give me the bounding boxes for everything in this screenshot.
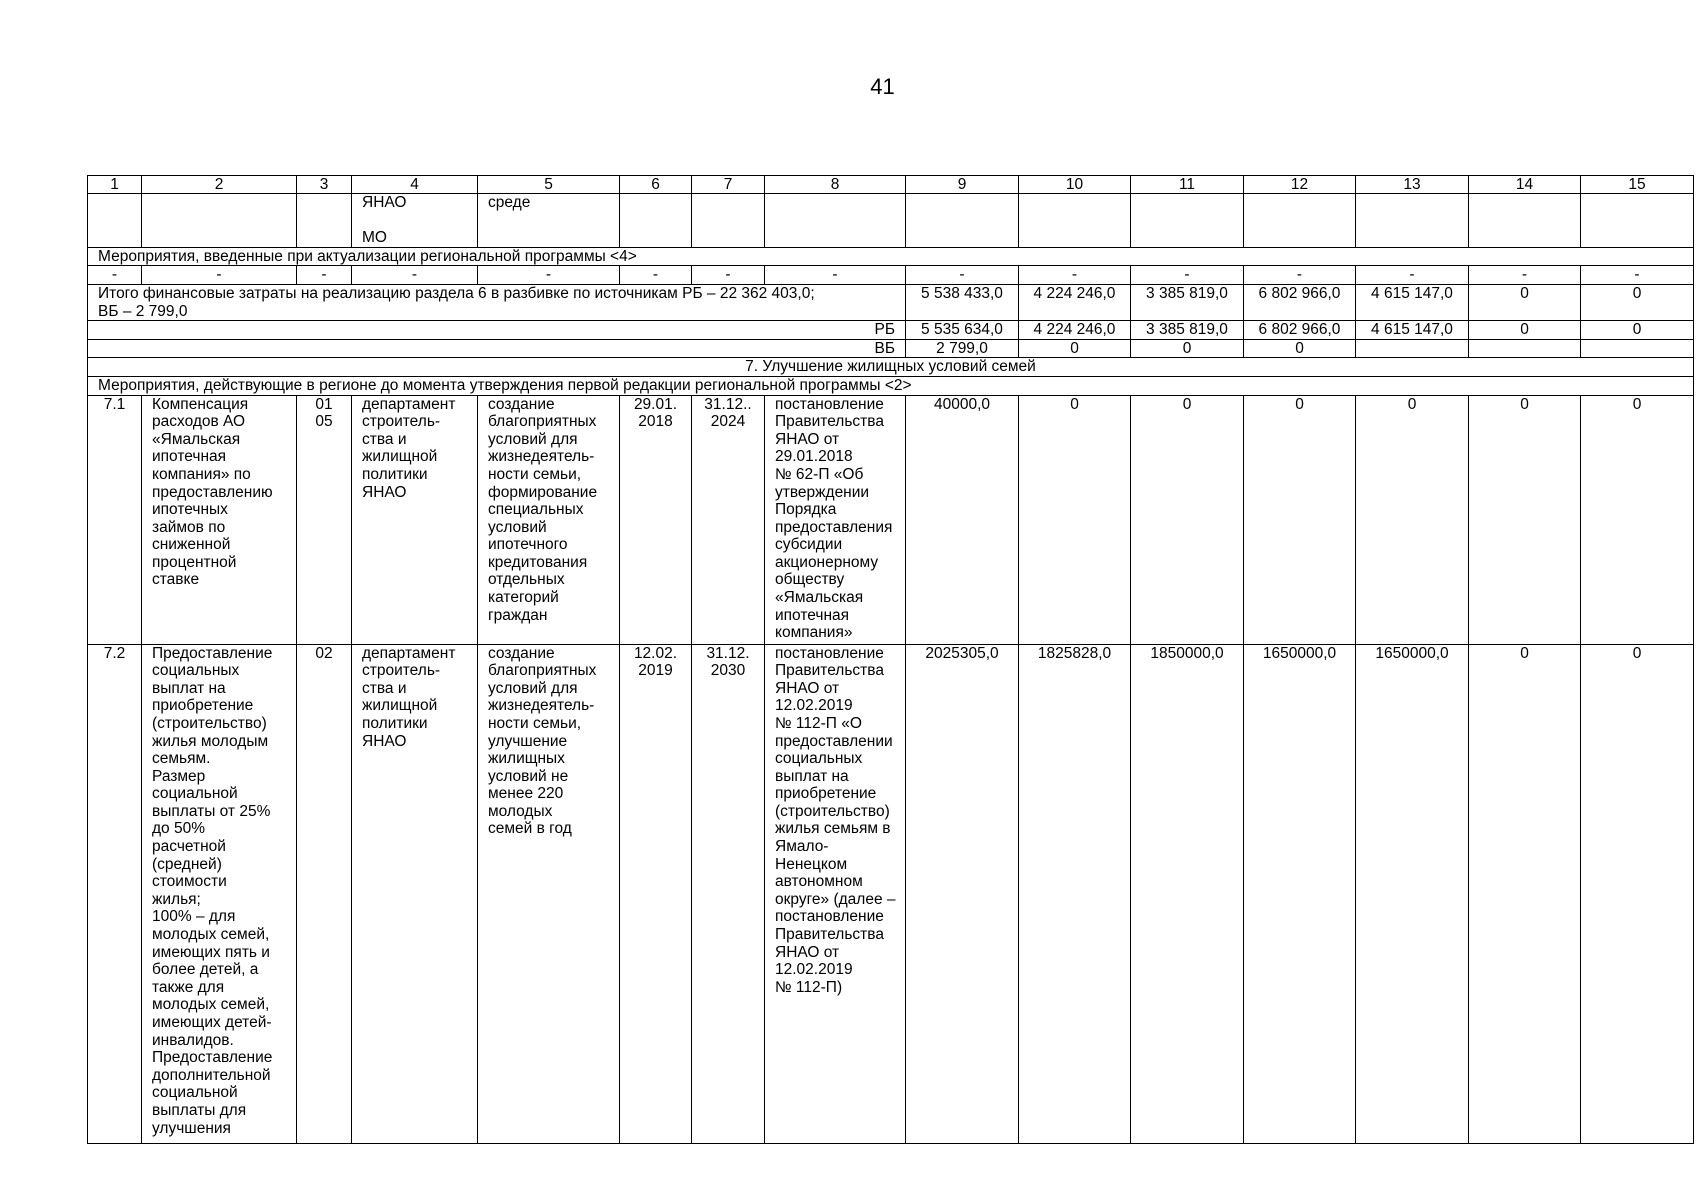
vb-value bbox=[1356, 339, 1469, 358]
rb-value: 4 224 246,0 bbox=[1019, 321, 1131, 340]
total-value: 0 bbox=[1581, 284, 1694, 320]
column-header: 7 bbox=[692, 176, 765, 194]
column-header: 12 bbox=[1244, 176, 1356, 194]
section-existing-measures: Мероприятия, действующие в регионе до момента утверждения первой редакции региональной программы <2> bbox=[88, 376, 1694, 395]
legal-basis: постановление Правительства ЯНАО от 12.02.2019 № 112-П «О предоставлении социальных выплат на приобретение (строительство) жилья семьям в Ямало- Ненецком автономном округе» (далее – постановление Правительства ЯНАО от 12.02.2019 № 112-П) bbox=[765, 644, 906, 1143]
executor: департамент строитель- ства и жилищной политики ЯНАО bbox=[352, 644, 478, 1143]
section-heading-row bbox=[88, 247, 1694, 266]
vb-value: 2 799,0 bbox=[906, 339, 1019, 358]
empty-dash-row: - - - - - - - - - - - - - - - bbox=[88, 266, 1694, 285]
row-number: 7.1 bbox=[88, 395, 142, 644]
rb-value: 0 bbox=[1581, 321, 1694, 340]
row-number: 7.2 bbox=[88, 644, 142, 1143]
funding-value: 0 bbox=[1356, 395, 1469, 644]
continuation-row bbox=[88, 194, 1694, 248]
section7-title: 7. Улучшение жилищных условий семей bbox=[88, 358, 1694, 377]
total-value: 6 802 966,0 bbox=[1244, 284, 1356, 320]
vb-value: 0 bbox=[1244, 339, 1356, 358]
end-date: 31.12.. 2024 bbox=[692, 395, 765, 644]
measure-goal: создание благоприятных условий для жизнедеятель- ности семьи, улучшение жилищных условий не менее 220 молодых семей в год bbox=[478, 644, 620, 1143]
funding-value: 0 bbox=[1581, 644, 1694, 1143]
executor: департамент строитель- ства и жилищной политики ЯНАО bbox=[352, 395, 478, 644]
measure-name: Предоставление социальных выплат на приобретение (строительство) жилья молодым семьям. Размер социальной выплаты от 25% до 50% расчетной (средней) стоимости жилья; 100% – для молодых семей, имеющих пять и более детей, а также для молодых семей, имеющих детей- инвалидов. Предоставление дополнительной социальной выплаты для улучшения bbox=[142, 644, 297, 1143]
rb-value: 6 802 966,0 bbox=[1244, 321, 1356, 340]
end-date: 31.12. 2030 bbox=[692, 644, 765, 1143]
total-value: 5 538 433,0 bbox=[906, 284, 1019, 320]
column-header: 4 bbox=[352, 176, 478, 194]
vb-value bbox=[1581, 339, 1694, 358]
continuation-goal: среде bbox=[478, 194, 620, 248]
column-header: 6 bbox=[620, 176, 692, 194]
funding-value: 0 bbox=[1581, 395, 1694, 644]
total-value: 3 385 819,0 bbox=[1131, 284, 1244, 320]
total-value: 4 615 147,0 bbox=[1356, 284, 1469, 320]
vb-value: 0 bbox=[1019, 339, 1131, 358]
column-header: 9 bbox=[906, 176, 1019, 194]
rb-value: 4 615 147,0 bbox=[1356, 321, 1469, 340]
funding-value: 1825828,0 bbox=[1019, 644, 1131, 1143]
continuation-executor: ЯНАО МО bbox=[352, 194, 478, 248]
column-header: 13 bbox=[1356, 176, 1469, 194]
program-measures-table bbox=[87, 175, 1694, 1144]
funding-value: 1650000,0 bbox=[1244, 644, 1356, 1143]
funding-value: 0 bbox=[1244, 395, 1356, 644]
section-heading-row bbox=[88, 376, 1694, 395]
start-date: 29.01. 2018 bbox=[620, 395, 692, 644]
column-header: 2 bbox=[142, 176, 297, 194]
section-new-measures: Мероприятия, введенные при актуализации региональной программы <4> bbox=[88, 247, 1694, 266]
funding-value: 0 bbox=[1131, 395, 1244, 644]
total-value: 4 224 246,0 bbox=[1019, 284, 1131, 320]
rb-row bbox=[88, 321, 1694, 340]
vb-label: ВБ bbox=[88, 339, 906, 358]
measure-name: Компенсация расходов АО «Ямальская ипотечная компания» по предоставлению ипотечных займов по сниженной процентной ставке bbox=[142, 395, 297, 644]
column-header: 5 bbox=[478, 176, 620, 194]
total-value: 0 bbox=[1469, 284, 1581, 320]
vb-value bbox=[1469, 339, 1581, 358]
rb-value: 3 385 819,0 bbox=[1131, 321, 1244, 340]
total-label: Итого финансовые затраты на реализацию раздела 6 в разбивке по источникам РБ – 22 362 403,0; ВБ – 2 799,0 bbox=[88, 284, 906, 320]
column-header: 11 bbox=[1131, 176, 1244, 194]
start-date: 12.02. 2019 bbox=[620, 644, 692, 1143]
funding-value: 1850000,0 bbox=[1131, 644, 1244, 1143]
funding-value: 1650000,0 bbox=[1356, 644, 1469, 1143]
table-row bbox=[88, 395, 1694, 644]
column-header: 3 bbox=[297, 176, 352, 194]
column-header: 1 bbox=[88, 176, 142, 194]
rb-label: РБ bbox=[88, 321, 906, 340]
measure-code: 02 bbox=[297, 644, 352, 1143]
column-header: 15 bbox=[1581, 176, 1694, 194]
funding-value: 0 bbox=[1469, 395, 1581, 644]
rb-value: 5 535 634,0 bbox=[906, 321, 1019, 340]
section-title-row bbox=[88, 358, 1694, 377]
funding-value: 40000,0 bbox=[906, 395, 1019, 644]
funding-value: 2025305,0 bbox=[906, 644, 1019, 1143]
rb-value: 0 bbox=[1469, 321, 1581, 340]
measure-code: 01 05 bbox=[297, 395, 352, 644]
column-header: 14 bbox=[1469, 176, 1581, 194]
table-row bbox=[88, 644, 1694, 1143]
page-number: 41 bbox=[870, 74, 895, 99]
vb-row bbox=[88, 339, 1694, 358]
column-header-row bbox=[88, 176, 1694, 194]
funding-value: 0 bbox=[1469, 644, 1581, 1143]
column-header: 10 bbox=[1019, 176, 1131, 194]
funding-value: 0 bbox=[1019, 395, 1131, 644]
vb-value: 0 bbox=[1131, 339, 1244, 358]
legal-basis: постановление Правительства ЯНАО от 29.01.2018 № 62-П «Об утверждении Порядка предоставления субсидии акционерному обществу «Ямальская ипотечная компания» bbox=[765, 395, 906, 644]
measure-goal: создание благоприятных условий для жизнедеятель- ности семьи, формирование специальных условий ипотечного кредитования отдельных категорий граждан bbox=[478, 395, 620, 644]
column-header: 8 bbox=[765, 176, 906, 194]
total-row bbox=[88, 284, 1694, 320]
